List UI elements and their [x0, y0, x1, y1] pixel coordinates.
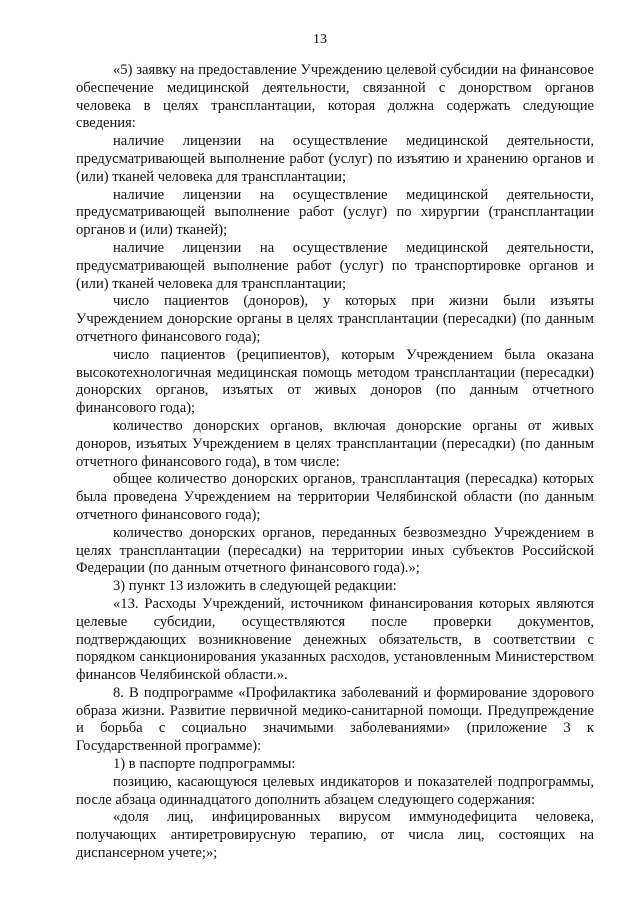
page-number: 13	[313, 32, 327, 47]
paragraph: «5) заявку на предоставление Учреждению целевой субсидии на финансовое обеспечение медицинской деятельности, связанной с донорством органов человека в целях трансплантации, которая должна содержать следующие сведения:	[76, 62, 594, 132]
paragraph: «13. Расходы Учреждений, источником финансирования которых являются целевые субсидии, осуществляются после проверки документов, подтверждающих возникновение денежных обязательств, в соответствии с порядком санкционирования указанных расходов, установленным Министерством финансов Челябинской области.».	[76, 595, 594, 684]
paragraph: 1) в паспорте подпрограммы:	[113, 756, 296, 773]
paragraph: количество донорских органов, включая донорские органы от живых доноров, изъятых Учреждением в целях трансплантации (пересадки) (по данным отчетного финансового года), в том числе:	[76, 417, 594, 470]
paragraph: общее количество донорских органов, трансплантация (пересадка) которых была проведена Учреждением на территории Челябинской области (по данным отчетного финансового года);	[76, 471, 594, 523]
paragraph: наличие лицензии на осуществление медицинской деятельности, предусматривающей выполнение работ (услуг) по хирургии (трансплантации органов и (или) тканей);	[76, 186, 594, 239]
document-body	[76, 62, 594, 863]
paragraph: количество донорских органов, переданных безвозмездно Учреждением в целях трансплантации (пересадки) на территории иных субъектов Российской Федерации (по данным отчетного финансового года).»;	[76, 524, 594, 577]
paragraph: наличие лицензии на осуществление медицинской деятельности, предусматривающей выполнение работ (услуг) по изъятию и хранению органов и (или) тканей человека для трансплантации;	[76, 133, 594, 185]
paragraph: наличие лицензии на осуществление медицинской деятельности, предусматривающей выполнение работ (услуг) по транспортировке органов и (или) тканей человека для трансплантации;	[76, 239, 594, 292]
paragraph: число пациентов (доноров), у которых при жизни были изъяты Учреждением донорские органы в целях трансплантации (пересадки) (по данным отчетного финансового года);	[76, 293, 594, 345]
paragraph: 8. В подпрограмме «Профилактика заболеваний и формирование здорового образа жизни. Развитие первичной медико-санитарной помощи. Предупреждение и борьба с социально значимыми заболеваниями» (приложение 3 к Государственной программе):	[76, 684, 594, 755]
paragraph: «доля лиц, инфицированных вирусом иммунодефицита человека, получающих антиретровирусную терапию, от числа лиц, состоящих на диспансерном учете;»;	[76, 809, 594, 862]
paragraph: позицию, касающуюся целевых индикаторов и показателей подпрограммы, после абзаца одиннадцатого дополнить абзацем следующего содержания:	[76, 773, 594, 808]
paragraph: 3) пункт 13 изложить в следующей редакции:	[113, 578, 397, 595]
paragraph: число пациентов (реципиентов), которым Учреждением была оказана высокотехнологичная медицинская помощь методом трансплантации (пересадки) донорских органов, изъятых от живых доноров (по данным отчетного финансового года);	[76, 346, 594, 417]
